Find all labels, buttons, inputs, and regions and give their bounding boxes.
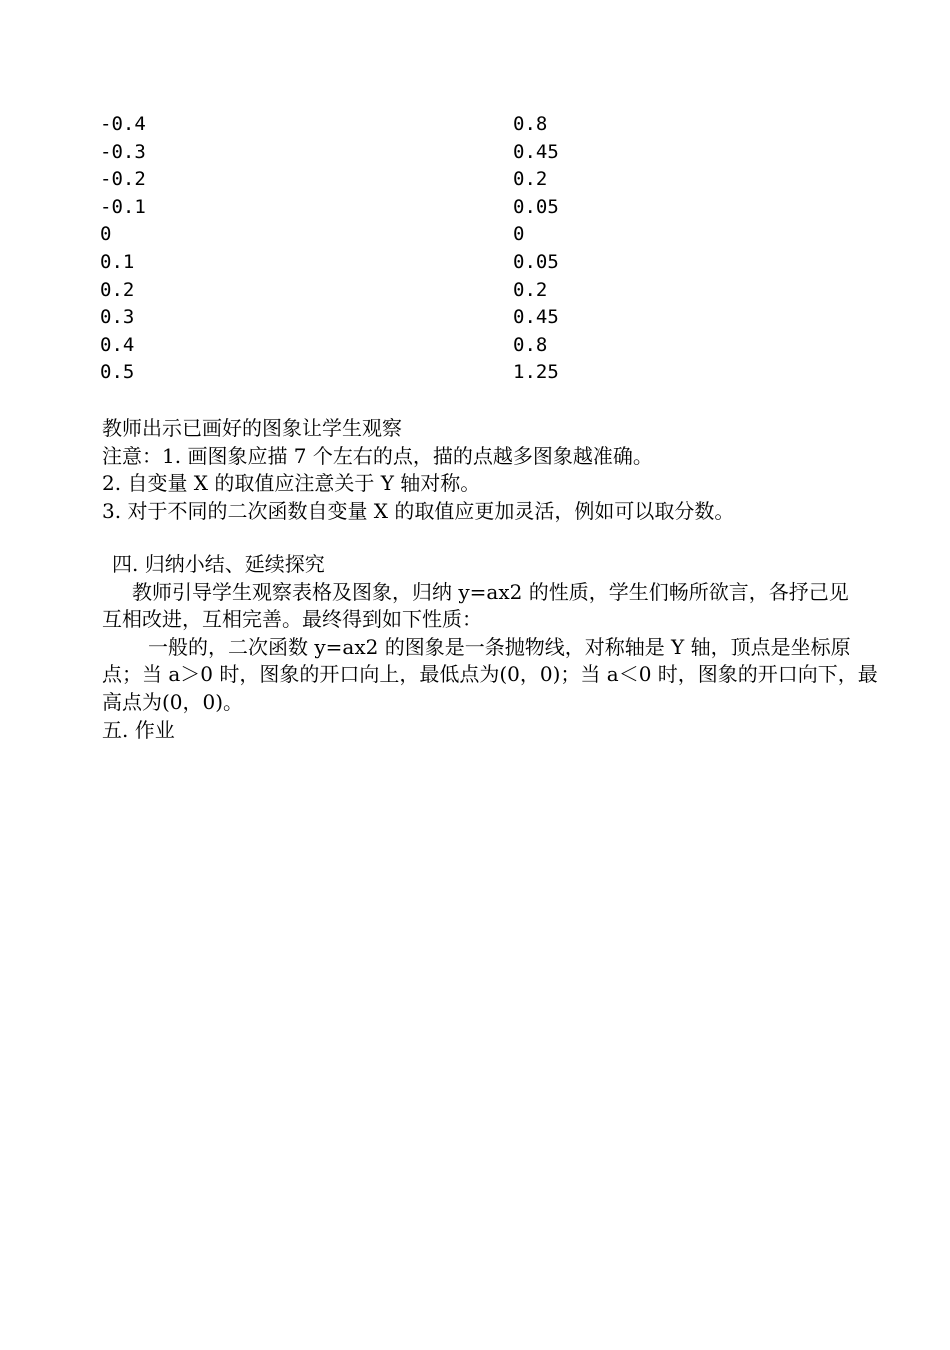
- x-value: -0.1: [100, 195, 146, 218]
- teacher-show-text: 教师出示已画好的图象让学生观察: [102, 416, 402, 440]
- y-value: 1.25: [513, 361, 559, 384]
- table-row: [100, 304, 620, 332]
- x-value: 0.2: [100, 278, 135, 301]
- section-4-heading: 四. 归纳小结、延续探究: [112, 552, 325, 576]
- note-3: 3. 对于不同的二次函数自变量 X 的取值应更加灵活，例如可以取分数。: [102, 498, 735, 523]
- section-5-heading: 五. 作业: [102, 717, 175, 742]
- table-row: [100, 194, 620, 222]
- x-value: -0.2: [100, 168, 146, 191]
- x-value: 0.5: [100, 361, 135, 384]
- x-value: 0.3: [100, 306, 135, 329]
- x-value: -0.3: [100, 140, 146, 163]
- x-value: -0.4: [100, 113, 146, 135]
- x-value: 0: [100, 223, 112, 246]
- table-row: [100, 139, 620, 167]
- y-value: 0.45: [513, 140, 559, 163]
- y-value: 0.05: [513, 195, 559, 218]
- paragraph-line: 互相改进，互相完善。最终得到如下性质：: [102, 607, 482, 632]
- paragraph-line: 一般的，二次函数 y=ax2 的图象是一条抛物线，对称轴是 Y 轴，顶点是坐标原: [148, 634, 851, 659]
- note-1: 注意：1. 画图象应描 7 个左右的点，描的点越多图象越准确。: [102, 443, 653, 468]
- x-value: 0.4: [100, 333, 135, 356]
- table-row: [100, 111, 620, 139]
- y-value: 0.8: [513, 333, 548, 356]
- y-value: 0.2: [513, 278, 548, 301]
- table-row: [100, 277, 620, 305]
- x-value: 0.1: [100, 250, 135, 273]
- table-row: [100, 359, 620, 387]
- table-row: [100, 221, 620, 249]
- y-value: 0: [513, 223, 525, 246]
- paragraph-line: 点；当 a＞0 时，图象的开口向上，最低点为(0，0)；当 a＜0 时，图象的开口向下，最: [102, 662, 878, 687]
- y-value: 0.8: [513, 113, 548, 135]
- section-3-notes: [102, 415, 858, 525]
- y-value: 0.2: [513, 168, 548, 191]
- table-row: [100, 166, 620, 194]
- y-value: 0.45: [513, 306, 559, 329]
- table-row: [100, 332, 620, 360]
- table-row: [100, 249, 620, 277]
- note-2: 2. 自变量 X 的取值应注意关于 Y 轴对称。: [102, 471, 481, 496]
- section-4: [102, 551, 878, 744]
- value-table: [100, 111, 620, 387]
- paragraph-line: 教师引导学生观察表格及图象，归纳 y=ax2 的性质，学生们畅所欲言，各抒己见: [132, 579, 849, 604]
- y-value: 0.05: [513, 250, 559, 273]
- paragraph-line: 高点为(0，0)。: [102, 689, 244, 714]
